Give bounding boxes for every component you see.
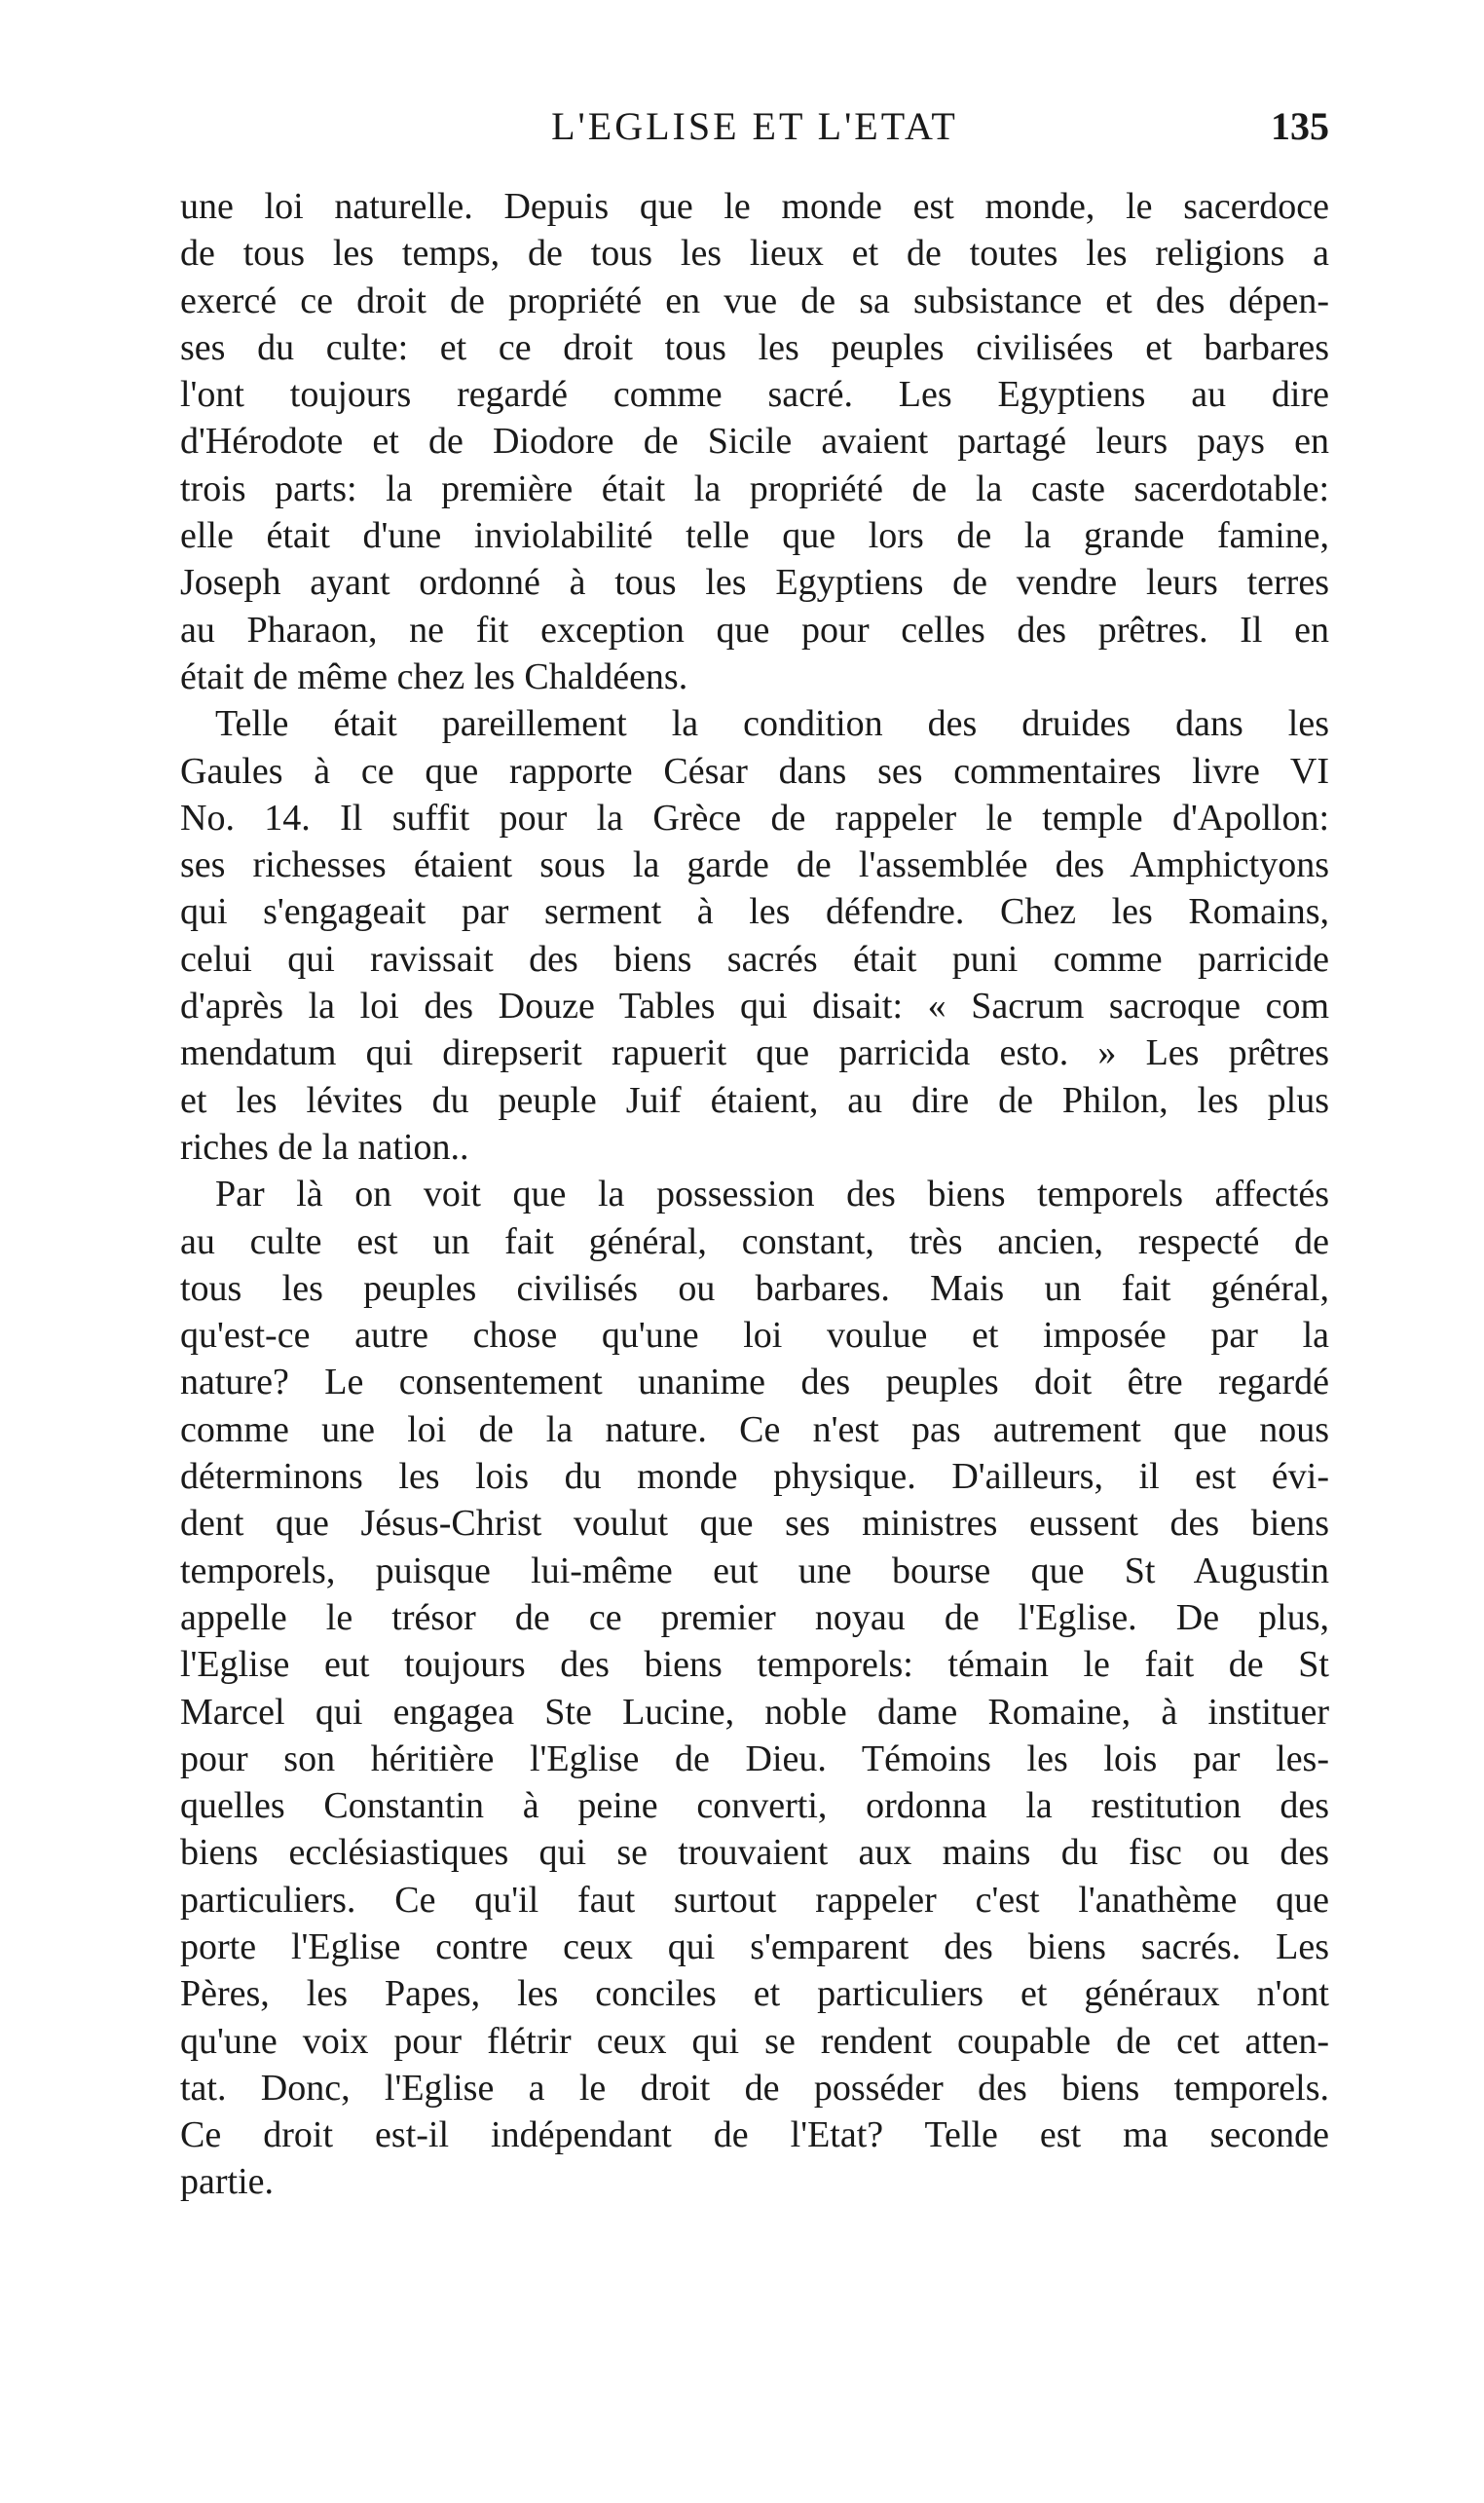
text-line: quelles Constantin à peine converti, ordonna la restitution des — [180, 1785, 1329, 1827]
paragraph — [180, 183, 1329, 700]
text-line: porte l'Eglise contre ceux qui s'emparent des biens sacrés. Les — [180, 1925, 1329, 1967]
text-line: Joseph ayant ordonné à tous les Egyptiens de vendre leurs terres — [180, 562, 1329, 604]
text-line: pour son héritière l'Eglise de Dieu. Témoins les lois par les- — [180, 1737, 1329, 1779]
text-line: de tous les temps, de tous les lieux et de toutes les religions a — [180, 233, 1329, 275]
text-line: trois parts: la première était la propriété de la caste sacerdotable: — [180, 467, 1329, 509]
text-line: celui qui ravissait des biens sacrés était puni comme parricide — [180, 938, 1329, 980]
text-line: et les lévites du peuple Juif étaient, au dire de Philon, les plus — [180, 1079, 1329, 1121]
text-line: particuliers. Ce qu'il faut surtout rappeler c'est l'anathème que — [180, 1879, 1329, 1921]
text-line: était de même chez les Chaldéens. — [180, 655, 688, 697]
text-line: au Pharaon, ne fit exception que pour celles des prêtres. Il en — [180, 609, 1329, 651]
text-line: Gaules à ce que rapporte César dans ses commentaires livre VI — [180, 750, 1329, 792]
running-title: L'EGLISE ET L'ETAT — [551, 104, 958, 148]
paragraph — [180, 1171, 1329, 2206]
text-line: d'après la loi des Douze Tables qui disait: « Sacrum sacroque com — [180, 986, 1329, 1027]
text-line: Par là on voit que la possession des biens temporels affectés — [215, 1174, 1329, 1215]
text-line: Marcel qui engagea Ste Lucine, noble dame Romaine, à instituer — [180, 1691, 1329, 1733]
text-line: comme une loi de la nature. Ce n'est pas autrement que nous — [180, 1408, 1329, 1450]
text-line: tous les peuples civilisés ou barbares. Mais un fait général, — [180, 1267, 1329, 1309]
paragraph — [180, 700, 1329, 1171]
text-line: ses du culte: et ce droit tous les peuples civilisées et barbares — [180, 326, 1329, 368]
text-line: l'ont toujours regardé comme sacré. Les Egyptiens au dire — [180, 374, 1329, 416]
text-line: Pères, les Papes, les conciles et particuliers et généraux n'ont — [180, 1973, 1329, 2015]
text-line: mendatum qui direpserit rapuerit que parricida esto. » Les prêtres — [180, 1032, 1329, 1074]
text-line: No. 14. Il suffit pour la Grèce de rappeler le temple d'Apollon: — [180, 797, 1329, 839]
text-line: qu'est-ce autre chose qu'une loi voulue et imposée par la — [180, 1315, 1329, 1357]
text-line: elle était d'une inviolabilité telle que lors de la grande famine, — [180, 515, 1329, 557]
text-line: partie. — [180, 2161, 275, 2203]
text-line: ses richesses étaient sous la garde de l'assemblée des Amphictyons — [180, 844, 1329, 886]
body-text — [180, 183, 1329, 2206]
text-line: une loi naturelle. Depuis que le monde est monde, le sacerdoce — [180, 186, 1329, 227]
page-header — [180, 97, 1329, 156]
text-line: riches de la nation.. — [180, 1126, 469, 1168]
text-line: déterminons les lois du monde physique. D'ailleurs, il est évi- — [180, 1456, 1329, 1498]
text-line: temporels, puisque lui-même eut une bourse que St Augustin — [180, 1550, 1329, 1591]
page-number: 135 — [1271, 104, 1329, 148]
text-line: dent que Jésus-Christ voulut que ses ministres eussent des biens — [180, 1503, 1329, 1545]
text-line: appelle le trésor de ce premier noyau de l'Eglise. De plus, — [180, 1596, 1329, 1638]
text-line: d'Hérodote et de Diodore de Sicile avaient partagé leurs pays en — [180, 421, 1329, 463]
text-line: tat. Donc, l'Eglise a le droit de posséder des biens temporels. — [180, 2067, 1329, 2109]
text-line: nature? Le consentement unanime des peuples doit être regardé — [180, 1362, 1329, 1403]
text-line: l'Eglise eut toujours des biens temporels: témain le fait de St — [180, 1644, 1329, 1686]
text-line: exercé ce droit de propriété en vue de sa subsistance et des dépen- — [180, 280, 1329, 321]
text-line: Ce droit est-il indépendant de l'Etat? Telle est ma seconde — [180, 2114, 1329, 2156]
text-line: biens ecclésiastiques qui se trouvaient aux mains du fisc ou des — [180, 1832, 1329, 1874]
text-line: au culte est un fait général, constant, très ancien, respecté de — [180, 1220, 1329, 1262]
text-line: qu'une voix pour flétrir ceux qui se rendent coupable de cet atten- — [180, 2020, 1329, 2062]
text-line: Telle était pareillement la condition des druides dans les — [215, 703, 1329, 745]
text-line: qui s'engageait par serment à les défendre. Chez les Romains, — [180, 891, 1329, 933]
